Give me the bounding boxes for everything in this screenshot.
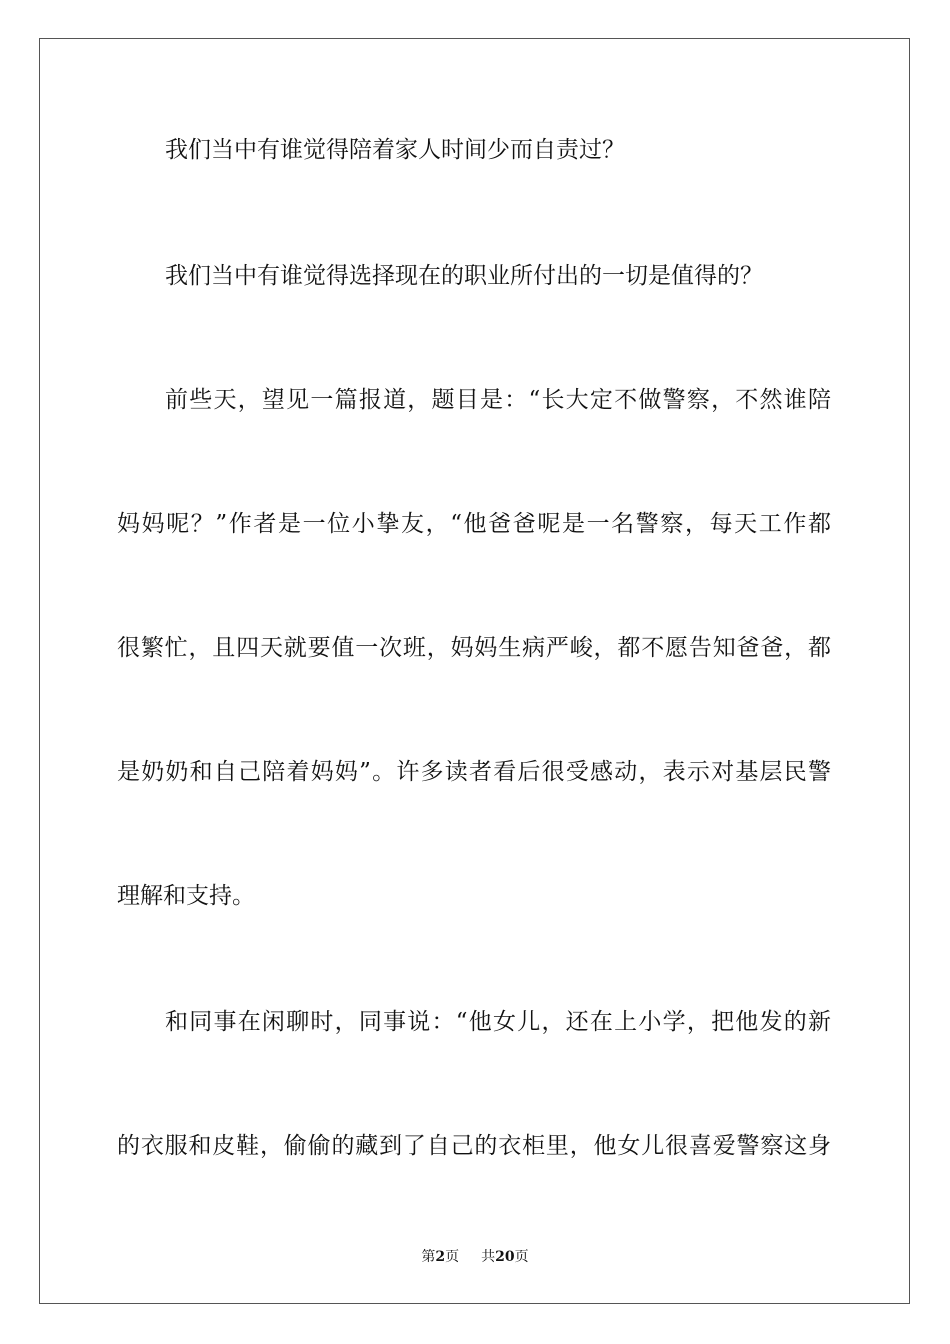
paragraph-line: 是奶奶和自己陪着妈妈”。许多读者看后很受感动，表示对基层民警	[117, 759, 831, 785]
total-prefix: 共	[481, 1249, 496, 1265]
paragraph-line: 很繁忙，且四天就要值一次班，妈妈生病严峻，都不愿告知爸爸，都	[117, 635, 831, 661]
page-number: 2	[435, 1249, 446, 1265]
paragraph-line: 的衣服和皮鞋，偷偷的藏到了自己的衣柜里，他女儿很喜爱警察这身	[117, 1133, 831, 1159]
paragraph-line: 我们当中有谁觉得陪着家人时间少而自责过？	[165, 137, 625, 163]
page-suffix: 页	[445, 1249, 460, 1265]
total-suffix: 页	[514, 1249, 529, 1265]
paragraph-line: 和同事在闲聊时，同事说：“他女儿，还在上小学，把他发的新	[165, 1009, 831, 1035]
total-pages: 20	[495, 1249, 515, 1265]
paragraph-line: 理解和支持。	[117, 883, 255, 909]
paragraph-line: 妈妈呢？”作者是一位小挚友，“他爸爸呢是一名警察，每天工作都	[117, 511, 831, 537]
page-footer	[0, 1249, 950, 1265]
page-prefix: 第	[421, 1249, 436, 1265]
paragraph-line: 我们当中有谁觉得选择现在的职业所付出的一切是值得的？	[165, 263, 763, 289]
page-border	[39, 38, 910, 1304]
paragraph-line: 前些天，望见一篇报道，题目是：“长大定不做警察，不然谁陪	[165, 387, 831, 413]
